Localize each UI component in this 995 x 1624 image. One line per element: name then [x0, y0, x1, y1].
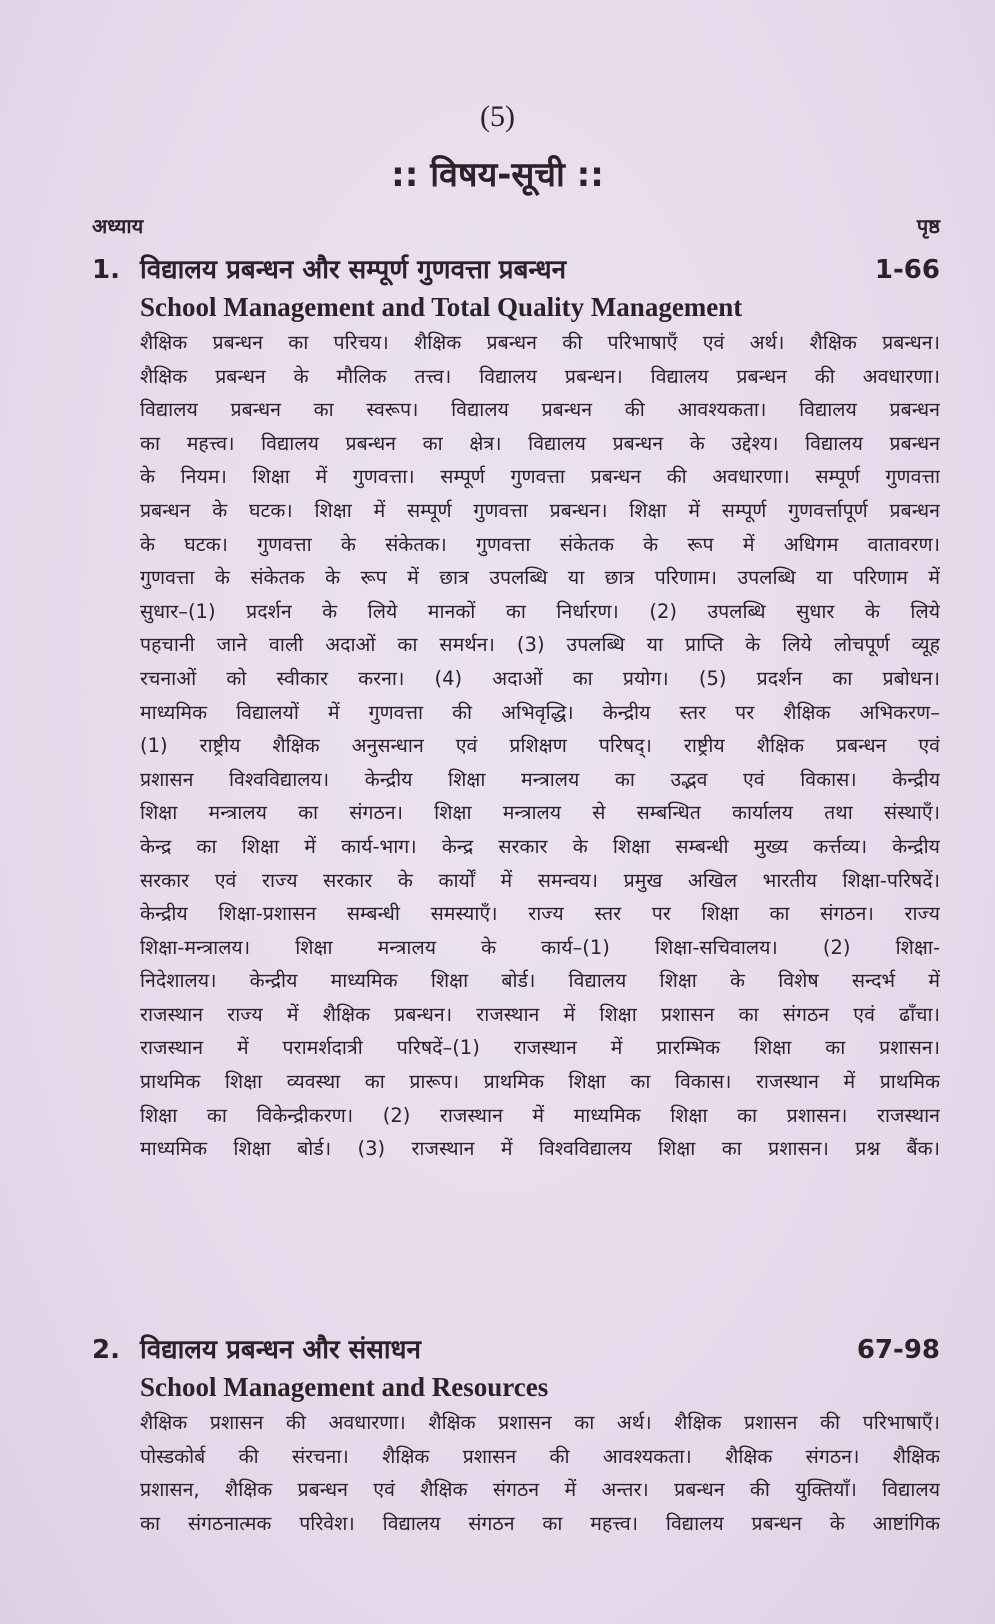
topic-line: (1) राष्ट्रीय शैक्षिक अनुसन्धान एवं प्रशिक्षण परिषद्। राष्ट्रीय शैक्षिक प्रबन्धन एवं	[140, 734, 940, 758]
topic-line: सरकार एवं राज्य सरकार के कार्यों में समन्वय। प्रमुख अखिल भारतीय शिक्षा-परिषदें।	[140, 868, 940, 892]
chapter-entry	[92, 1330, 940, 1540]
chapter-entry	[92, 250, 940, 1166]
topic-line: का संगठनात्मक परिवेश। विद्यालय संगठन का महत्त्व। विद्यालय प्रबन्धन के आष्टांगिक	[140, 1511, 940, 1535]
chapter-title-english: School Management and Total Quality Management	[140, 292, 743, 322]
topic-line: शिक्षा मन्त्रालय का संगठन। शिक्षा मन्त्रालय से सम्बन्धित कार्यालय तथा संस्थाएँ।	[140, 801, 940, 825]
chapter-heading	[92, 250, 940, 288]
topic-line: राजस्थान में परामर्शदात्री परिषदें–(1) राजस्थान में प्रारम्भिक शिक्षा का प्रशासन।	[140, 1036, 940, 1060]
topic-line: प्राथमिक शिक्षा व्यवस्था का प्रारूप। प्राथमिक शिक्षा का विकास। राजस्थान में प्राथमिक	[140, 1070, 940, 1094]
topic-line: का महत्त्व। विद्यालय प्रबन्धन का क्षेत्र। विद्यालय प्रबन्धन के उद्देश्य। विद्यालय प्रबन्धन	[140, 431, 940, 455]
contents-title: :: विषय-सूची ::	[391, 155, 604, 195]
chapter-number: 1.	[92, 255, 120, 285]
topic-line: केन्द्रीय शिक्षा-प्रशासन सम्बन्धी समस्याएँ। राज्य स्तर पर शिक्षा का संगठन। राज्य	[140, 902, 940, 926]
topic-line: पोस्डकोर्ब की संरचना। शैक्षिक प्रशासन की आवश्यकता। शैक्षिक संगठन। शैक्षिक	[140, 1444, 940, 1468]
topic-line: रचनाओं को स्वीकार करना। (4) अदाओं का प्रयोग। (5) प्रदर्शन का प्रबोधन।	[140, 666, 940, 690]
chapter-title-hindi: विद्यालय प्रबन्धन और संसाधन	[140, 1335, 421, 1365]
page-column-header: पृष्ठ	[916, 214, 940, 238]
chapter-topics	[140, 1406, 940, 1540]
topic-line: माध्यमिक विद्यालयों में गुणवत्ता की अभिवृद्धि। केन्द्रीय स्तर पर शैक्षिक अभिकरण–	[140, 700, 940, 724]
topic-line: के घटक। गुणवत्ता के संकेतक। गुणवत्ता संकेतक के रूप में अधिगम वातावरण।	[140, 532, 940, 556]
chapter-column-header: अध्याय	[92, 214, 144, 238]
page-number: (5)	[480, 100, 515, 133]
topic-line: प्रशासन, शैक्षिक प्रबन्धन एवं शैक्षिक संगठन में अन्तर। प्रबन्धन की युक्तियाँ। विद्यालय	[140, 1478, 940, 1502]
topic-line: केन्द्र का शिक्षा में कार्य-भाग। केन्द्र सरकार के शिक्षा सम्बन्धी मुख्य कर्त्तव्य। केन्द्रीय	[140, 834, 940, 858]
topic-line: शिक्षा का विकेन्द्रीकरण। (2) राजस्थान में माध्यमिक शिक्षा का प्रशासन। राजस्थान	[140, 1103, 940, 1127]
topic-line: विद्यालय प्रबन्धन का स्वरूप। विद्यालय प्रबन्धन की आवश्यकता। विद्यालय प्रबन्धन	[140, 398, 940, 422]
topic-line: शैक्षिक प्रबन्धन के मौलिक तत्त्व। विद्यालय प्रबन्धन। विद्यालय प्रबन्धन की अवधारणा।	[140, 364, 940, 388]
column-headers	[92, 212, 940, 239]
topic-line: शिक्षा-मन्त्रालय। शिक्षा मन्त्रालय के कार्य–(1) शिक्षा-सचिवालय। (2) शिक्षा-	[140, 935, 940, 959]
chapter-heading	[92, 1330, 940, 1368]
chapter-page-range: 67-98	[856, 1335, 940, 1365]
topic-line: शैक्षिक प्रशासन की अवधारणा। शैक्षिक प्रशासन का अर्थ। शैक्षिक प्रशासन की परिभाषाएँ।	[140, 1411, 940, 1434]
topic-line: सुधार–(1) प्रदर्शन के लिये मानकों का निर्धारण। (2) उपलब्धि सुधार के लिये	[140, 599, 940, 623]
topic-line: शैक्षिक प्रबन्धन का परिचय। शैक्षिक प्रबन्धन की परिभाषाएँ एवं अर्थ। शैक्षिक प्रबन्धन।	[140, 331, 940, 354]
chapter-number: 2.	[92, 1335, 120, 1365]
chapter-title-english: School Management and Resources	[140, 1372, 549, 1402]
topic-line: माध्यमिक शिक्षा बोर्ड। (3) राजस्थान में विश्वविद्यालय शिक्षा का प्रशासन। प्रश्न बैंक।	[140, 1137, 940, 1161]
chapter-page-range: 1-66	[874, 255, 940, 285]
topic-line: के नियम। शिक्षा में गुणवत्ता। सम्पूर्ण गुणवत्ता प्रबन्धन की अवधारणा। सम्पूर्ण गुणवत्ता	[140, 465, 940, 489]
topic-line: गुणवत्ता के संकेतक के रूप में छात्र उपलब्धि या छात्र परिणाम। उपलब्धि या परिणाम में	[140, 566, 940, 590]
topic-line: निदेशालय। केन्द्रीय माध्यमिक शिक्षा बोर्ड। विद्यालय शिक्षा के विशेष सन्दर्भ में	[140, 969, 940, 993]
topic-line: प्रबन्धन के घटक। शिक्षा में सम्पूर्ण गुणवत्ता प्रबन्धन। शिक्षा में सम्पूर्ण गुणवर्त्तापूर्ण प्रबन्धन	[140, 498, 940, 522]
topic-line: प्रशासन विश्वविद्यालय। केन्द्रीय शिक्षा मन्त्रालय का उद्भव एवं विकास। केन्द्रीय	[140, 767, 940, 791]
topic-line: पहचानी जाने वाली अदाओं का समर्थन। (3) उपलब्धि या प्राप्ति के लिये लोचपूर्ण व्यूह	[140, 633, 940, 657]
topic-line: राजस्थान राज्य में शैक्षिक प्रबन्धन। राजस्थान में शिक्षा प्रशासन का संगठन एवं ढाँचा।	[140, 1002, 940, 1026]
chapter-title-hindi: विद्यालय प्रबन्धन और सम्पूर्ण गुणवत्ता प्रबन्धन	[140, 255, 567, 285]
chapter-topics	[140, 326, 940, 1166]
